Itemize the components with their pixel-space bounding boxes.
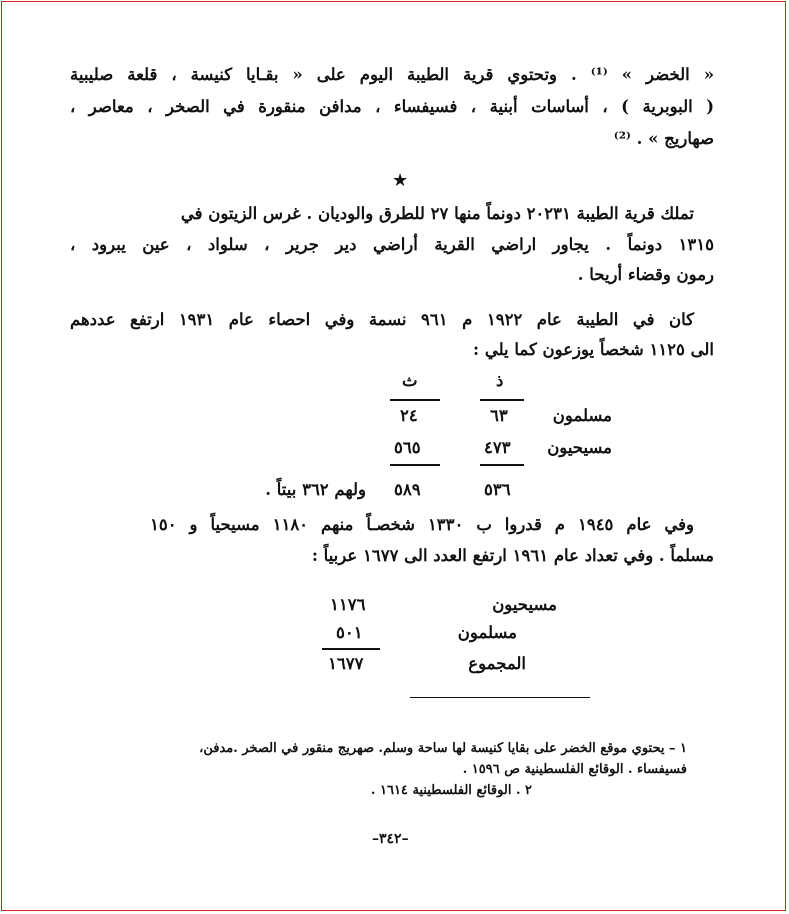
total-label: المجموع	[468, 654, 526, 673]
total-rule	[390, 464, 440, 466]
row-value: ٥٠١	[336, 623, 363, 642]
footnote-1-cont: فسيفساء . الوقائع الفلسطينية ص ١٥٩٦ .	[462, 762, 687, 777]
text-line: ١٣١٥ دونماً . يجاور اراضي القرية أراضي دير جرير ، سلواد ، عين يبرود ،	[70, 235, 714, 254]
row-male: ٤٧٣	[484, 438, 511, 457]
page-number: –٣٤٢–	[372, 831, 409, 847]
row-value: ١١٧٦	[330, 595, 366, 614]
footnote-separator	[410, 697, 590, 698]
header-male: ذ	[496, 371, 504, 390]
row-female: ٥٦٥	[394, 438, 421, 457]
row-label: مسلمون	[552, 406, 612, 425]
houses-note: ولهم ٣٦٢ بيتاً .	[265, 480, 366, 499]
text-line: صهاريج » . ⁽²⁾	[613, 129, 714, 148]
row-label: مسلمون	[457, 623, 517, 642]
text-line: رمون وقضاء أريحا .	[577, 265, 714, 284]
text-line: الى ١١٢٥ شخصاً يوزعون كما يلي :	[473, 340, 714, 359]
row-male: ٦٣	[490, 406, 508, 425]
header-rule	[480, 399, 524, 401]
row-label: مسيحيون	[492, 595, 557, 614]
star-separator: ★	[392, 170, 409, 191]
footnote-2: ٢ . الوقائع الفلسطينية ١٦١٤ .	[370, 783, 532, 798]
header-female: ث	[402, 371, 418, 390]
footnote-1: ١ – يحتوي موقع الخضر على بقايا كنيسة لها ساحة وسلم. صهريج منقور في الصخر .مدفن،	[199, 741, 687, 756]
row-female: ٢٤	[400, 406, 418, 425]
text-line: كان في الطيبة عام ١٩٢٢ م ٩٦١ نسمة وفي احصاء عام ١٩٣١ ارتفع عددهم	[70, 310, 694, 329]
header-rule	[390, 399, 440, 401]
row-label: مسيحيون	[547, 438, 612, 457]
text-line: مسلماً . وفي تعداد عام ١٩٦١ ارتفع العدد الى ١٦٧٧ عربياً :	[311, 546, 714, 565]
total-rule	[322, 648, 380, 650]
text-line: تملك قرية الطيبة ٢٠٢٣١ دونماً منها ٢٧ للطرق والوديان . غرس الزيتون في	[180, 204, 694, 223]
text-line: وفي عام ١٩٤٥ م قدروا ب ١٣٣٠ شخصـاً منهم ١١٨٠ مسيحياً و ١٥٠	[150, 515, 695, 534]
text-line: ( البوبرية ) ، أساسات أبنية ، فسيفساء ، مدافن منقورة في الصخر ، معاصر ،	[70, 97, 714, 116]
total-female: ٥٨٩	[394, 480, 421, 499]
total-value: ١٦٧٧	[328, 654, 364, 673]
text-line: « الخضر » ⁽¹⁾ . وتحتوي قرية الطيبة اليوم على « بقـايا كنيسة ، قلعة صليبية	[70, 65, 715, 84]
total-male: ٥٣٦	[484, 480, 511, 499]
total-rule	[480, 464, 524, 466]
